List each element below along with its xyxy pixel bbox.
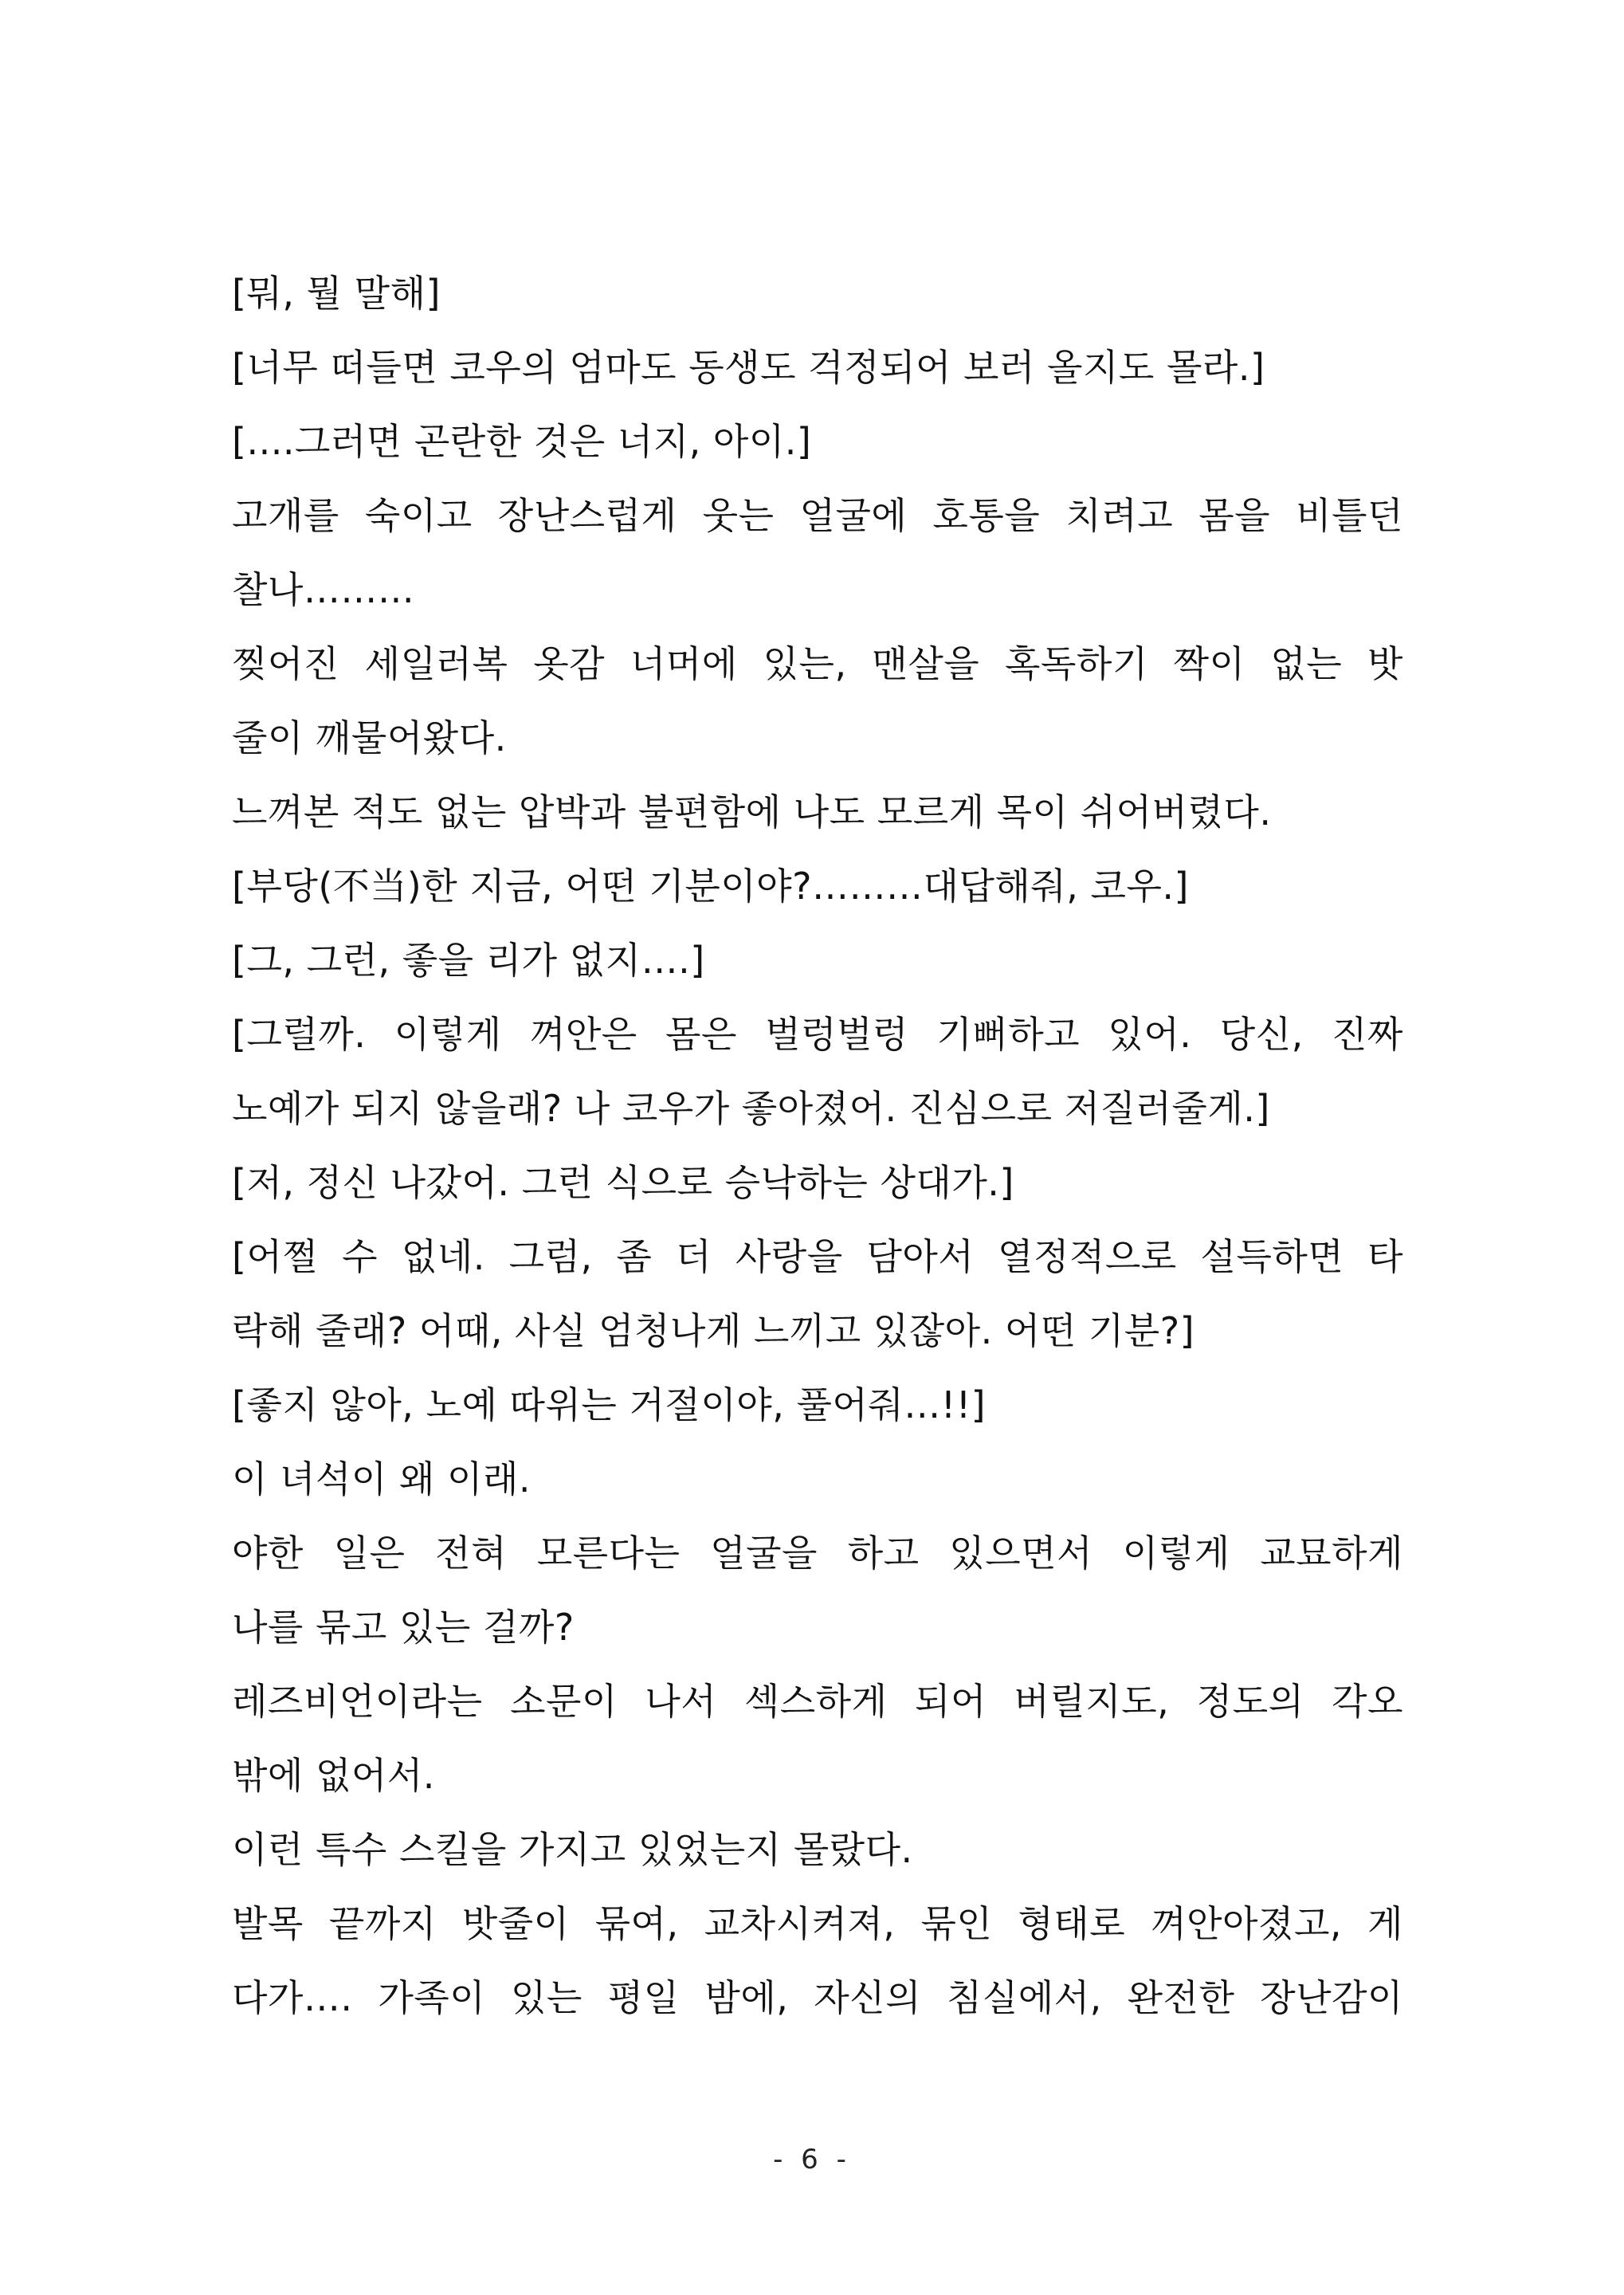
- text-line: [부당(不当)한 지금, 어떤 기분이야?………대답해줘, 코우.]: [232, 865, 1189, 908]
- text-line: 다가…. 가족이 있는 평일 밤에, 자신의 침실에서, 완전한 장난감이: [232, 1976, 1403, 2019]
- text-line: 레즈비언이라는 소문이 나서 섹스하게 되어 버릴지도, 정도의 각오: [232, 1680, 1403, 1723]
- text-line: 노예가 되지 않을래? 나 코우가 좋아졌어. 진심으로 저질러줄게.]: [232, 1087, 1270, 1130]
- text-line: 이 녀석이 왜 이래.: [232, 1457, 532, 1501]
- text-line: [그럴까. 이렇게 껴안은 몸은 벌렁벌렁 기뻐하고 있어. 당신, 진짜: [232, 1013, 1403, 1056]
- text-line: [좋지 않아, 노예 따위는 거절이야, 풀어줘…!!]: [232, 1383, 987, 1426]
- text-line: [너무 떠들면 코우의 엄마도 동생도 걱정되어 보러 올지도 몰라.]: [232, 346, 1265, 389]
- page-number: - 6 -: [773, 2144, 851, 2175]
- text-line: [어쩔 수 없네. 그럼, 좀 더 사랑을 담아서 열정적으로 설득하면 타: [232, 1235, 1403, 1278]
- text-line: [저, 정신 나갔어. 그런 식으로 승낙하는 상대가.]: [232, 1161, 1014, 1204]
- text-line: [....그러면 곤란한 것은 너지, 아이.]: [232, 420, 812, 463]
- text-line: 이런 특수 스킬을 가지고 있었는지 몰랐다.: [232, 1828, 913, 1871]
- body-text: [232, 257, 1403, 2035]
- text-line: 느껴본 적도 없는 압박과 불편함에 나도 모르게 목이 쉬어버렸다.: [232, 790, 1272, 834]
- text-line: 줄이 깨물어왔다.: [232, 716, 507, 759]
- text-line: [그, 그런, 좋을 리가 없지….]: [232, 939, 705, 982]
- text-line: 찢어진 세일러복 옷감 너머에 있는, 맨살을 혹독하기 짝이 없는 밧: [232, 642, 1403, 685]
- text-line: 발목 끝까지 밧줄이 묶여, 교차시켜져, 묶인 형태로 껴안아졌고, 게: [232, 1902, 1403, 1945]
- text-line: 나를 묶고 있는 걸까?: [232, 1606, 575, 1649]
- text-line: 고개를 숙이고 장난스럽게 웃는 얼굴에 호통을 치려고 몸을 비틀던: [232, 494, 1403, 537]
- text-line: 밖에 없어서.: [232, 1754, 435, 1797]
- text-line: 야한 일은 전혀 모른다는 얼굴을 하고 있으면서 이렇게 교묘하게: [232, 1532, 1403, 1575]
- text-line: 찰나………: [232, 568, 415, 611]
- text-line: [뭐, 뭘 말해]: [232, 272, 441, 315]
- text-line: 락해 줄래? 어때, 사실 엄청나게 느끼고 있잖아. 어떤 기분?]: [232, 1309, 1195, 1352]
